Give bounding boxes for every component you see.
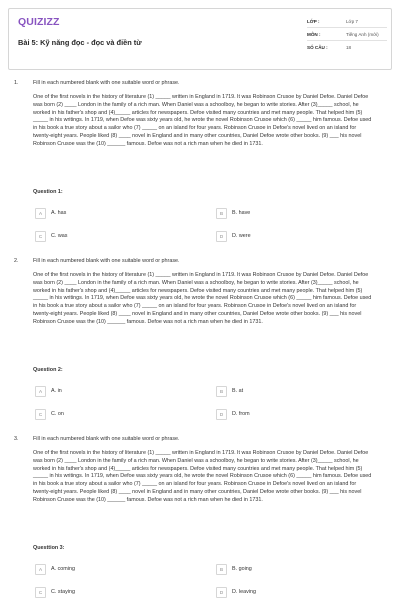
option-letter-box: B xyxy=(216,208,227,219)
question-instruction: Fill in each numbered blank with one suitable word or phrase. xyxy=(33,80,180,86)
option-text: B. going xyxy=(232,566,252,572)
option-text: D. from xyxy=(232,411,250,417)
quizizz-logo: QUIZIZZ xyxy=(18,16,60,28)
option-text: C. was xyxy=(51,233,68,239)
option-letter-box: A xyxy=(35,208,46,219)
meta-row-grade xyxy=(307,15,387,28)
option-letter-box: C xyxy=(35,587,46,598)
meta-key: SỐ CÂU : xyxy=(307,45,328,50)
worksheet-header xyxy=(8,8,392,70)
question-label: Question 1: xyxy=(33,189,63,195)
meta-key: LỚP : xyxy=(307,19,320,24)
option-letter-box: B xyxy=(216,564,227,575)
option-text: A. has xyxy=(51,210,67,216)
option-text: D. leaving xyxy=(232,589,256,595)
meta-key: MÔN : xyxy=(307,32,321,37)
meta-value: Tiếng Anh (mới) xyxy=(346,32,379,37)
meta-value: Lớp 7 xyxy=(346,19,358,24)
option-letter-box: D xyxy=(216,587,227,598)
option-text: A. in xyxy=(51,388,62,394)
option-letter-box: A xyxy=(35,386,46,397)
meta-value: 18 xyxy=(346,45,352,50)
option-text: D. were xyxy=(232,233,251,239)
option-text: B. have xyxy=(232,210,251,216)
meta-row-question-count xyxy=(307,41,387,54)
reading-passage: One of the first novels in the history of literature (1) _____ written in England in 1719. It was Robinson Crusoe by Daniel Defoe. Daniel Defoe was born (2) ____ London in the family of a rich man. When Daniel was a schoolboy, he began to write stories. After (3)_____ school, he worked in his father's shop and (4)_____ articles for newspapers. Defoe visited many countries and met many people. That helped him (5) _____ in his writings. In 1719, when Defoe was sixty years old, he wrote the novel Robinson Crusoe which (6) _____ him famous. Defoe used in his book a true story about a sailor who (7) _____ on an island for four years. Robinson Crusoe in Defoe's novel lived on an island for twenty-eight years. People liked (8) ____ novel in England and in many other countries, Daniel Defoe wrote other books. (9) ___ his novel Robinson Crusoe was the (10) ______ famous. Defoe was not a rich man when he died in 1731. xyxy=(33,272,372,325)
question-number: 3. xyxy=(14,436,19,442)
option-letter-box: B xyxy=(216,386,227,397)
question-instruction: Fill in each numbered blank with one suitable word or phrase. xyxy=(33,436,180,442)
reading-passage: One of the first novels in the history of literature (1) _____ written in England in 1719. It was Robinson Crusoe by Daniel Defoe. Daniel Defoe was born (2) ____ London in the family of a rich man. When Daniel was a schoolboy, he began to write stories. After (3)_____ school, he worked in his father's shop and (4)_____ articles for newspapers. Defoe visited many countries and met many people. That helped him (5) _____ in his writings. In 1719, when Defoe was sixty years old, he wrote the novel Robinson Crusoe which (6) _____ him famous. Defoe used in his book a true story about a sailor who (7) _____ on an island for four years. Robinson Crusoe in Defoe's novel lived on an island for twenty-eight years. People liked (8) ____ novel in England and in many other countries, Daniel Defoe wrote other books. (9) ___ his novel Robinson Crusoe was the (10) ______ famous. Defoe was not a rich man when he died in 1731. xyxy=(33,450,372,503)
reading-passage: One of the first novels in the history of literature (1) _____ written in England in 1719. It was Robinson Crusoe by Daniel Defoe. Daniel Defoe was born (2) ____ London in the family of a rich man. When Daniel was a schoolboy, he began to write stories. After (3)_____ school, he worked in his father's shop and (4)_____ articles for newspapers. Defoe visited many countries and met many people. That helped him (5) _____ in his writings. In 1719, when Defoe was sixty years old, he wrote the novel Robinson Crusoe which (6) _____ him famous. Defoe used in his book a true story about a sailor who (7) _____ on an island for four years. Robinson Crusoe in Defoe's novel lived on an island for twenty-eight years. People liked (8) ____ novel in England and in many other countries, Daniel Defoe wrote other books. (9) ___ his novel Robinson Crusoe was the (10) ______ famous. Defoe was not a rich man when he died in 1731. xyxy=(33,94,372,147)
option-text: A. coming xyxy=(51,566,75,572)
option-text: C. on xyxy=(51,411,64,417)
option-letter-box: C xyxy=(35,409,46,420)
option-letter-box: A xyxy=(35,564,46,575)
option-letter-box: C xyxy=(35,231,46,242)
question-number: 1. xyxy=(14,80,19,86)
option-letter-box: D xyxy=(216,231,227,242)
worksheet-title: Bài 5: Kỹ năng đọc - đọc và điền từ xyxy=(18,38,142,47)
question-number: 2. xyxy=(14,258,19,264)
option-text: B. at xyxy=(232,388,244,394)
meta-table xyxy=(307,15,387,54)
meta-row-subject xyxy=(307,28,387,41)
question-label: Question 2: xyxy=(33,367,63,373)
question-label: Questtion 3: xyxy=(33,545,65,551)
option-letter-box: D xyxy=(216,409,227,420)
question-instruction: Fill in each numbered blank with one suitable word or phrase. xyxy=(33,258,180,264)
option-text: C. staying xyxy=(51,589,75,595)
